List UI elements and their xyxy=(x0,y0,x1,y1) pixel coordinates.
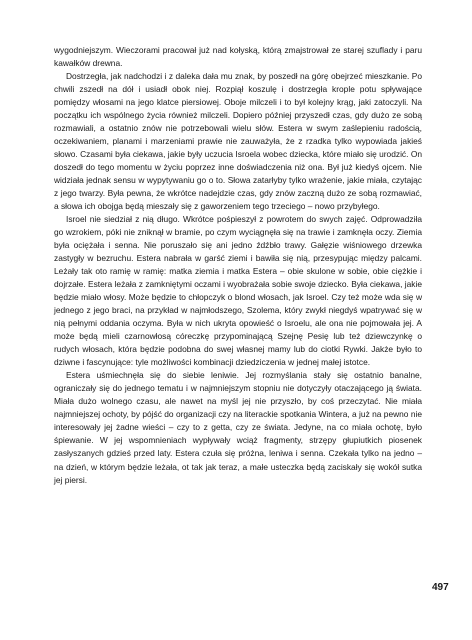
paragraph: wygodniejszym. Wieczorami pracował już nad kołyską, którą zmajstrował ze starej szuflady i paru kawałków drewna. xyxy=(54,45,422,69)
body-text xyxy=(54,44,422,487)
paragraph: Dostrzegła, jak nadchodzi i z daleka dała mu znak, by poszedł na górę obejrzeć mieszkanie. Po chwili zszedł na dół i usiadł obok niej. Rozpiął koszulę i dostrzegła krople potu spływające pomiędzy włosami na jego klatce piersiowej. Oboje milczeli i to był kolejny krąg, jaki zatoczyli. Na początku ich wspólnego życia również milczeli. Dopiero później przyszedł czas, gdy dużo ze sobą rozmawiali, a ostatnio znów nie potrzebowali wielu słów. Estera w swym zaślepieniu radością, oczekiwaniem, planami i marzeniami prawie nie zauważyła, że z rzadka tylko wypowiada jakieś słowo. Czasami była ciekawa, jakie były uczucia Isroela wobec dziecka, które miało się urodzić. On doszedł do tego momentu w życiu poprzez inne doświadczenia niż ona. Był już kiedyś ojcem. Nie widziała jednak sensu w wypytywaniu go o to. Słowa zatarłyby tylko wrażenie, jakie miała, czytając z jego twarzy. Była pewna, że wkrótce nadejdzie czas, gdy znów zaczną dużo ze sobą rozmawiać, a słowa ich obojga będą mieszały się z gaworzeniem tego trzeciego – nowo przybyłego. xyxy=(54,71,422,212)
page-number: 497 xyxy=(432,582,449,593)
paragraph: Isroel nie siedział z nią długo. Wkrótce pośpieszył z powrotem do swych zajęć. Odprowadziła go wzrokiem, póki nie zniknął w bramie, po czym wyciągnęła się na trawie i zamknęła oczy. Ziemia była ociężała i senna. Nie poruszało się ani jedno źdźbło trawy. Gałęzie wiśniowego drzewka zastygły w bezruchu. Estera nabrała w garść ziemi i bawiła się nią, przesypując między palcami. Leżały tak oto ramię w ramię: matka ziemia i matka Estera – obie skulone w sobie, obie ciężkie i dojrzałe. Estera leżała z zamkniętymi oczami i wyobrażała sobie swoje dziecko. Była ciekawa, jakie będzie miało włosy. Może będzie to chłopczyk o blond włosach, jak Isroel. Czy też może wda się w jednego z jego braci, na przykład w najmłodszego, Szolema, który zwykł niegdyś wpatrywać się w nią pełnymi oddania oczyma. Była w nich ukryta opowieść o Isroelu, ale ona nie pojmowała jej. A może będą mieli czarnowłosą córeczkę przypominającą Szejnę Pesię lub też dziewczynkę o rudych włosach, która będzie podobna do swej własnej mamy lub do ciotki Rywki. Jakże było to dziwne i fascynujące: tyle możliwości kombinacji dziedziczenia w jednej małej istotce. xyxy=(54,214,422,368)
paragraph: Estera uśmiechnęła się do siebie leniwie. Jej rozmyślania stały się ostatnio banalne, ograniczały się do jednego tematu i w najmniejszym stopniu nie dotyczyły otaczającego ją świata. Miała dużo wolnego czasu, ale nawet na myśl jej nie przyszło, by coś przeczytać. Nie miała najmniejszej ochoty, by pójść do organizacji czy na literackie spotkania Wintera, a już na pewno nie interesowały jej żadne wieści – czy to z getta, czy ze świata. Jedyne, na co miała ochotę, było śpiewanie. W jej wspomnieniach wypływały wciąż fragmenty, strzępy głupiutkich piosenek zasłyszanych gdzieś przed laty. Estera czuła się próżna, leniwa i senna. Czekała tylko na jedno – na dzień, w którym będzie leżała, ot tak jak teraz, a małe usteczka będą zaciskały się wokół sutka jej piersi. xyxy=(54,370,422,485)
